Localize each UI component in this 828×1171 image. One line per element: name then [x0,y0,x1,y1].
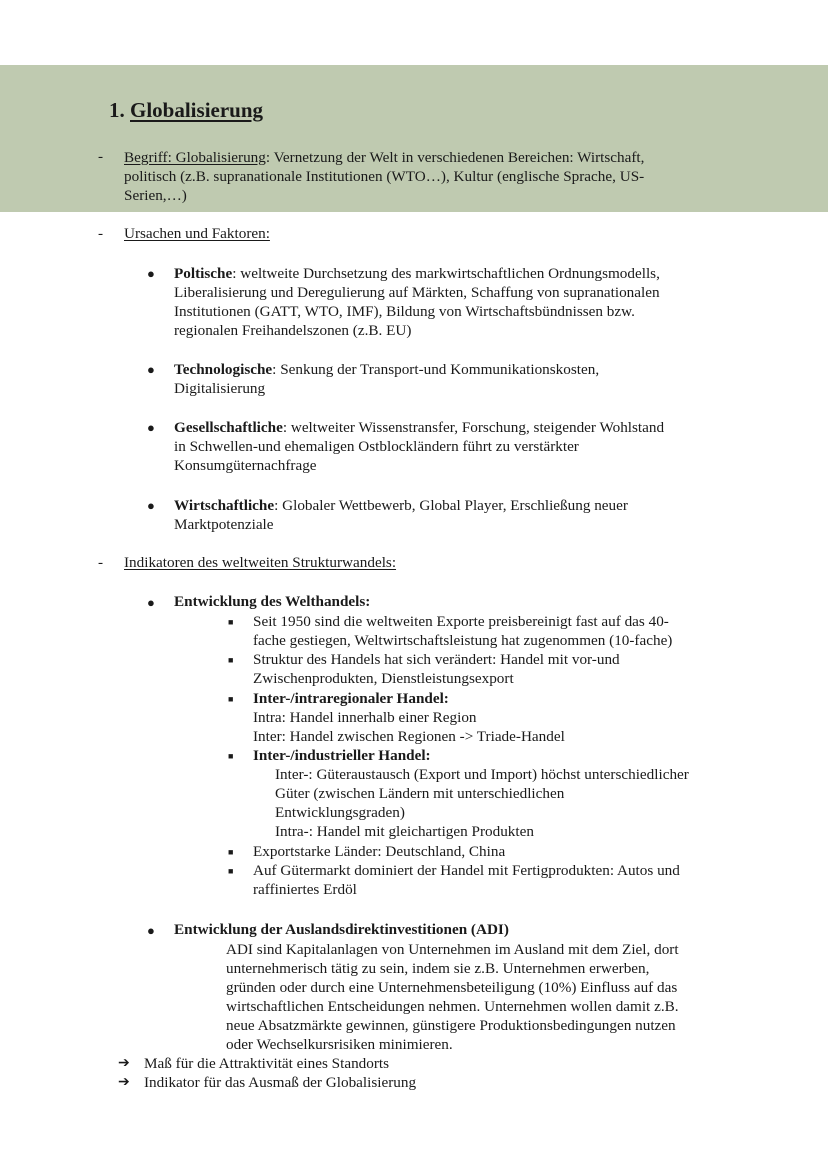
trade-line-10: Güter (zwischen Ländern mit unterschiedlichen [275,785,565,802]
definition-line-1 [124,148,644,167]
trade-line-13: Exportstarke Länder: Deutschland, China [253,843,506,860]
definition-label: Begriff: Globalisierung [124,149,266,166]
fdi-line-6: oder Wechselkursrisiken minimieren. [226,1036,453,1053]
cause-tech-line-2: Digitalisierung [174,380,266,397]
trade-line-5: Inter-/intraregionaler Handel: [253,690,449,707]
trade-heading: Entwicklung des Welthandels: [174,593,371,610]
trade-line-7: Inter: Handel zwischen Regionen -> Triade-Handel [253,728,565,745]
indicators-heading: Indikatoren des weltweiten Strukturwandels: [124,554,397,571]
fdi-line-3: gründen oder durch eine Unternehmensbeteiligung (10%) Einfluss auf das [226,979,678,996]
square-bullet-icon: ■ [228,847,234,857]
causes-dash: - [98,225,104,242]
fdi-line-5: neue Absatzmärkte gewinnen, günstigere Produktionsbedingungen nutzen [226,1017,676,1034]
cause-social-line-1 [174,418,664,437]
trade-line-4: Zwischenprodukten, Dienstleistungsexport [253,670,514,687]
cause-social-label: Gesellschaftliche [174,419,283,436]
cause-economic-label: Wirtschaftliche [174,497,275,514]
bullet-icon: ● [147,923,155,938]
cause-political-line-2: Liberalisierung und Deregulierung auf Märkten, Schaffung von supranationalen [174,284,660,301]
cause-tech-text-1: : Senkung der Transport-und Kommunikationskosten, [272,361,600,378]
trade-line-3: Struktur des Handels hat sich verändert: Handel mit vor-und [253,651,620,668]
fdi-line-1: ADI sind Kapitalanlagen von Unternehmen im Ausland mit dem Ziel, dort [226,941,679,958]
fdi-line-2: unternehmerisch tätig zu sein, indem sie z.B. Unternehmen erwerben, [226,960,650,977]
cause-social-line-2: in Schwellen-und ehemaligen Ostblockländern führt zu verstärkter [174,438,579,455]
cause-political-text-1: : weltweite Durchsetzung des markwirtschaftlichen Ordnungsmodells, [232,265,660,282]
indicators-dash: - [98,554,104,571]
trade-line-12: Intra-: Handel mit gleichartigen Produkten [275,823,534,840]
fdi-line-4: wirtschaftlichen Entscheidungen nehmen. Unternehmen wollen damit z.B. [226,998,679,1015]
definition-line-3: Serien,…) [124,187,187,204]
cause-political-label: Poltische [174,265,233,282]
conclusion-2: Indikator für das Ausmaß der Globalisierung [144,1074,417,1091]
arrow-right-icon: ➔ [118,1056,130,1071]
bullet-icon: ● [147,498,155,513]
cause-social-text-1: : weltweiter Wissenstransfer, Forschung, steigender Wohlstand [282,419,665,436]
conclusion-1: Maß für die Attraktivität eines Standorts [144,1055,390,1072]
bullet-icon: ● [147,362,155,377]
cause-political-line-3: Institutionen (GATT, WTO, IMF), Bildung von Wirtschaftsbündnissen bzw. [174,303,635,320]
square-bullet-icon: ■ [228,655,234,665]
definition-line-2: politisch (z.B. supranationale Institutionen (WTO…), Kultur (englische Sprache, US- [124,168,645,185]
square-bullet-icon: ■ [228,866,234,876]
definition-dash: - [98,148,104,165]
title-text: Globalisierung [130,98,264,122]
fdi-heading: Entwicklung der Auslandsdirektinvestitionen (ADI) [174,921,509,938]
page-title [109,98,263,123]
cause-political-line-4: regionalen Freihandelszonen (z.B. EU) [174,322,412,339]
bullet-icon: ● [147,420,155,435]
cause-economic-text-1: : Globaler Wettbewerb, Global Player, Erschließung neuer [274,497,628,514]
title-number: 1. [109,98,125,122]
bullet-icon: ● [147,266,155,281]
trade-line-9: Inter-: Güteraustausch (Export und Import) höchst unterschiedlicher [275,766,689,783]
trade-line-2: fache gestiegen, Weltwirtschaftsleistung hat zugenommen (10-fache) [253,632,673,649]
trade-line-15: raffiniertes Erdöl [253,881,357,898]
trade-line-11: Entwicklungsgraden) [275,804,405,821]
trade-line-8: Inter-/industrieller Handel: [253,747,431,764]
cause-social-line-3: Konsumgüternachfrage [174,457,317,474]
arrow-right-icon: ➔ [118,1075,130,1090]
square-bullet-icon: ■ [228,751,234,761]
bullet-icon: ● [147,595,155,610]
causes-heading: Ursachen und Faktoren: [124,225,270,242]
square-bullet-icon: ■ [228,617,234,627]
cause-economic-line-1 [174,496,628,515]
cause-political-line-1 [174,264,660,283]
trade-line-14: Auf Gütermarkt dominiert der Handel mit Fertigprodukten: Autos und [253,862,680,879]
cause-tech-line-1 [174,360,599,379]
trade-line-6: Intra: Handel innerhalb einer Region [253,709,477,726]
square-bullet-icon: ■ [228,694,234,704]
cause-tech-label: Technologische [174,361,273,378]
trade-line-1: Seit 1950 sind die weltweiten Exporte preisbereinigt fast auf das 40- [253,613,669,630]
cause-economic-line-2: Marktpotenziale [174,516,274,533]
definition-text-1: : Vernetzung der Welt in verschiedenen Bereichen: Wirtschaft, [265,149,645,166]
